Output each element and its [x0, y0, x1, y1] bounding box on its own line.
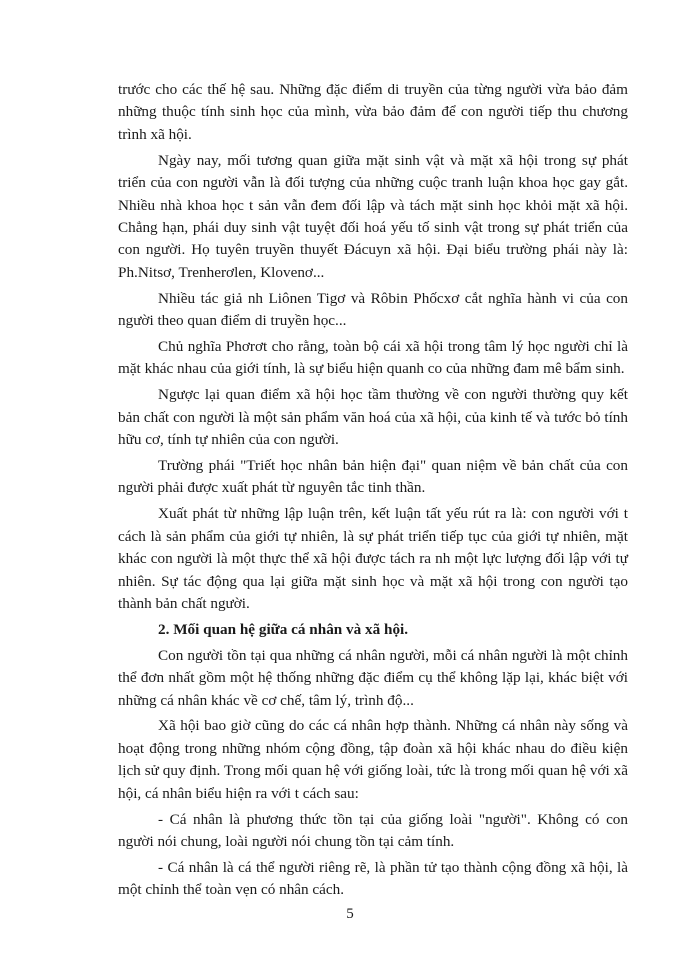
section-heading: 2. Mối quan hệ giữa cá nhân và xã hội. [158, 620, 409, 638]
paragraph-7: Xuất phát từ những lập luận trên, kết luận tất yếu rút ra là: con người với t cách là sản phẩm của giới tự nhiên, là sự phát triển tiếp tục của giới tự nhiên, mặt khác con người là một thực thể xã hội được tách ra nh một lực lượng đối lập với tự nhiên. Sự tác động qua lại giữa mặt sinh học và mặt xã hội trong con người tạo thành bản chất người. [118, 505, 628, 612]
paragraph-5: Ngược lại quan điểm xã hội học tầm thường về con người thường quy kết bản chất con người là một sản phẩm văn hoá của xã hội, của kinh tế và tước bỏ tính hữu cơ, tính tự nhiên của con người. [118, 386, 628, 449]
paragraph-2: Ngày nay, mối tương quan giữa mặt sinh vật và mặt xã hội trong sự phát triển của con người vẫn là đối tượng của những cuộc tranh luận khoa học gay gắt. Nhiều nhà khoa học t sản vẫn đem đối lập và tách mặt sinh học khỏi mặt xã hội. Chẳng hạn, phái duy sinh vật tuyệt đối hoá yếu tố sinh vật trong sự phát triển của con người. Họ tuyên truyền thuyết Đácuyn xã hội. Đại biểu trường phái này là: Ph.Nitsơ, Trenherơlen, Klovenơ... [118, 151, 628, 281]
page-number: 5 [346, 906, 354, 922]
list-item-2: - Cá nhân là cá thể người riêng rẽ, là phần tử tạo thành cộng đồng xã hội, là một chỉnh thể toàn vẹn có nhân cách. [118, 858, 628, 899]
document-body [118, 79, 628, 905]
paragraph-3: Nhiều tác giả nh Liônen Tigơ và Rôbin Phốcxơ cắt nghĩa hành vi của con người theo quan điểm di truyền học... [118, 289, 628, 330]
paragraph-4: Chủ nghĩa Phơrơt cho rằng, toàn bộ cái xã hội trong tâm lý học người chỉ là mặt khác nhau của giới tính, là sự biểu hiện quanh co của những đam mê bẩm sinh. [118, 337, 628, 378]
list-item-1: - Cá nhân là phương thức tồn tại của giống loài "người". Không có con người nói chung, loài người nói chung tồn tại cảm tính. [118, 810, 628, 850]
paragraph-9: Xã hội bao giờ cũng do các cá nhân hợp thành. Những cá nhân này sống và hoạt động trong những nhóm cộng đồng, tập đoàn xã hội khác nhau do điều kiện lịch sử quy định. Trong mối quan hệ với giống loài, tức là trong mối quan hệ với xã hội, cá nhân biểu hiện ra với t cách sau: [118, 717, 628, 802]
paragraph-6: Trường phái "Triết học nhân bản hiện đại" quan niệm về bản chất của con người phải được xuất phát từ nguyên tắc tinh thần. [118, 457, 628, 497]
paragraph-1: trước cho các thế hệ sau. Những đặc điểm di truyền của từng người vừa bảo đảm những thuộc tính sinh học của mình, vừa bảo đảm để con người tiếp thu chương trình xã hội. [118, 81, 628, 143]
paragraph-8: Con người tồn tại qua những cá nhân người, mỗi cá nhân người là một chỉnh thể đơn nhất gồm một hệ thống những đặc điểm cụ thể không lặp lại, khác biệt với những cá nhân khác về cơ chế, tâm lý, trình độ... [118, 646, 628, 709]
